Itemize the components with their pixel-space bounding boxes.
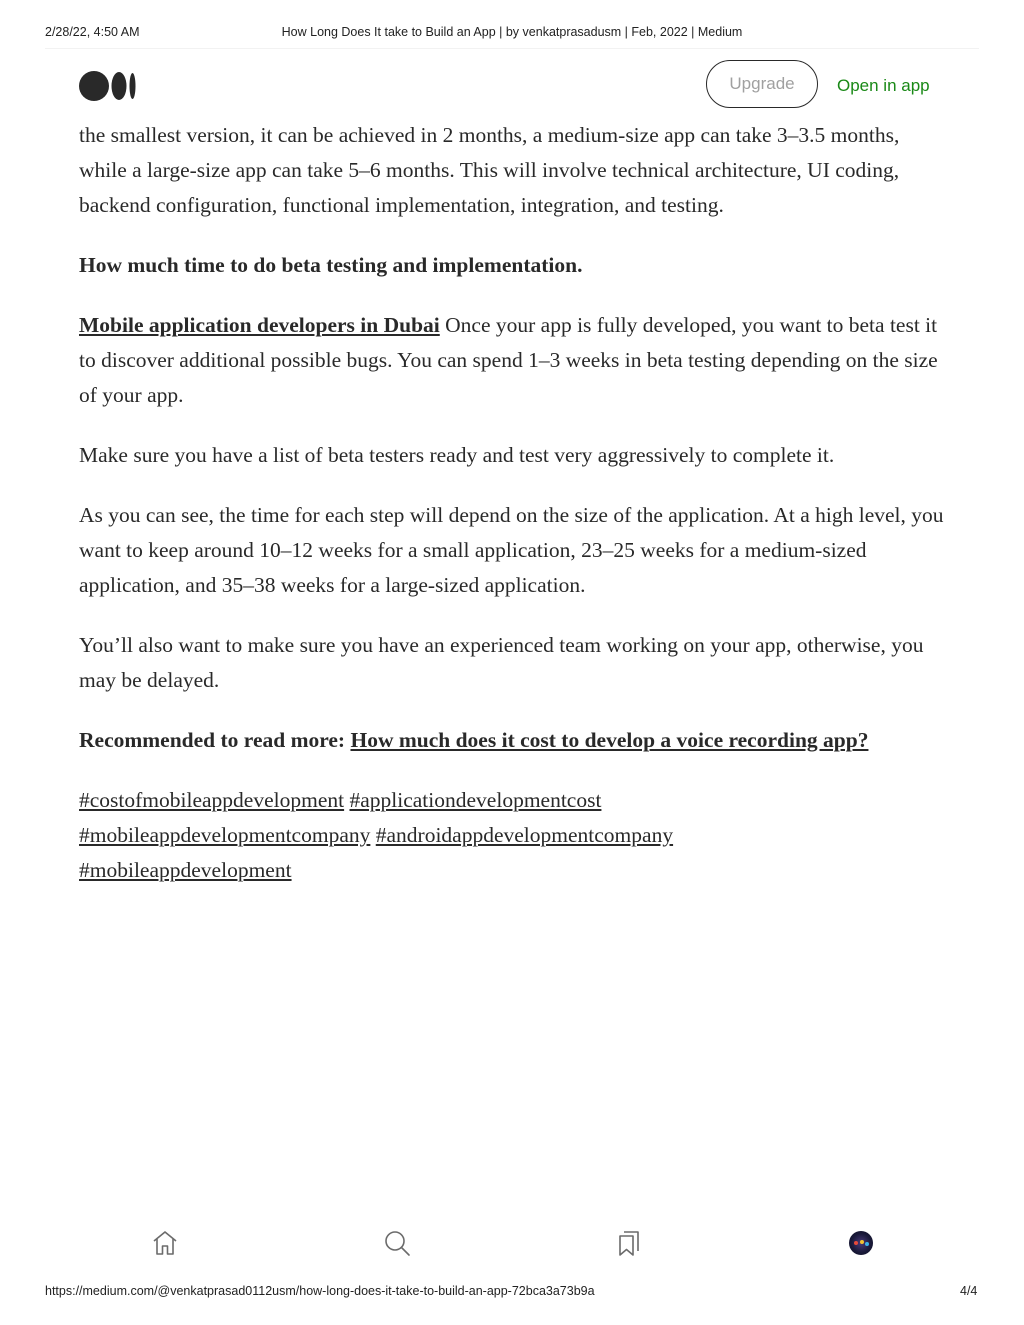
print-header (0, 25, 1024, 41)
print-url: https://medium.com/@venkatprasad0112usm/how-long-does-it-take-to-build-an-app-72bca3a73b9a (45, 1284, 595, 1298)
section-heading (79, 248, 949, 283)
home-icon[interactable] (150, 1228, 180, 1258)
paragraph-2 (79, 308, 949, 413)
tag-link[interactable]: #mobileappdevelopmentcompany (79, 823, 371, 847)
print-datetime: 2/28/22, 4:50 AM (45, 25, 140, 39)
developers-dubai-link-text: Mobile application developers in Dubai (79, 313, 440, 337)
paragraph-2-text: Once your app is fully developed, you want to beta test it to discover additional possible bugs. You can spend 1–3 weeks in beta testing depending on the size of your app. (79, 313, 938, 407)
recommended-article-link[interactable] (350, 728, 868, 752)
print-page-title: How Long Does It take to Build an App | by venkatprasadusm | Feb, 2022 | Medium (281, 25, 743, 39)
section-heading-text: How much time to do beta testing and implementation. (79, 253, 583, 277)
print-page-number: 4/4 (960, 1284, 978, 1298)
recommended-paragraph (79, 723, 949, 758)
paragraph-1: the smallest version, it can be achieved in 2 months, a medium-size app can take 3–3.5 months, while a large-size app can take 5–6 months. This will involve technical architecture, UI coding, backend configuration, functional implementation, integration, and testing. (79, 123, 900, 217)
print-footer (0, 1284, 1024, 1300)
tag-link[interactable]: #androidappdevelopmentcompany (375, 823, 674, 847)
tags-paragraph (79, 783, 949, 888)
avatar[interactable] (849, 1231, 873, 1255)
top-bar (45, 48, 979, 125)
bookmarks-icon[interactable] (614, 1228, 644, 1258)
medium-logo-icon[interactable] (79, 71, 139, 101)
article-body (79, 118, 949, 913)
tag-link[interactable]: #costofmobileappdevelopment (79, 788, 345, 812)
recommended-article-link-text: How much does it cost to develop a voice recording app? (350, 728, 869, 752)
upgrade-button[interactable]: Upgrade (706, 60, 818, 108)
tag-link[interactable]: #mobileappdevelopment (79, 858, 292, 882)
search-icon[interactable] (382, 1228, 412, 1258)
bottom-nav (45, 1222, 979, 1268)
paragraph-3: Make sure you have a list of beta testers ready and test very aggressively to complete it. (79, 443, 835, 467)
paragraph-4: As you can see, the time for each step will depend on the size of the application. At a high level, you want to keep around 10–12 weeks for a small application, 23–25 weeks for a medium-sized application, and 35–38 weeks for a large-sized application. (79, 503, 944, 597)
paragraph-5: You’ll also want to make sure you have an experienced team working on your app, otherwise, you may be delayed. (79, 633, 924, 692)
developers-dubai-link[interactable] (79, 313, 440, 337)
tag-link[interactable]: #applicationdevelopmentcost (349, 788, 602, 812)
recommended-label: Recommended to read more: (79, 728, 351, 752)
open-in-app-link[interactable]: Open in app (837, 76, 930, 95)
